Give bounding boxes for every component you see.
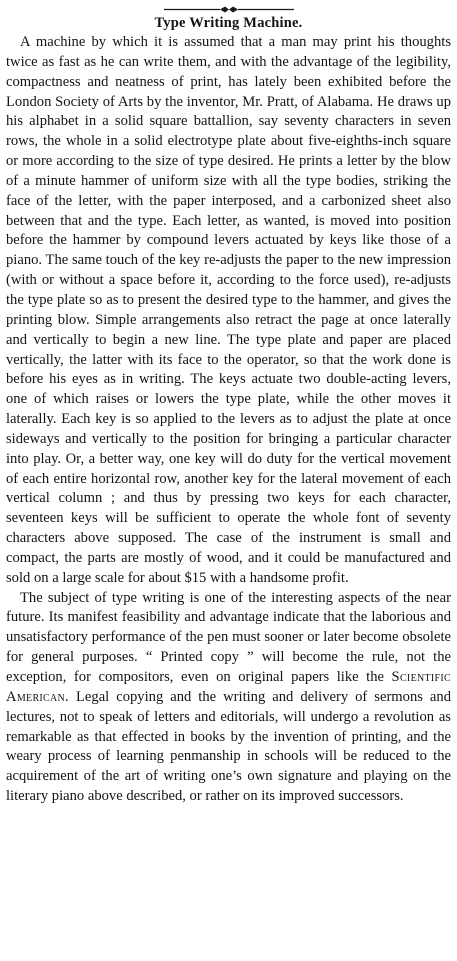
paragraph-2-text-end: Legal copying and the writing and delivery of sermons and lectures, not to speak of letters and editorials, will undergo a revolution as remarkable as that effected in books by the invention of printing, and the weary process of learning penmanship in schools will be reduced to the acquirement of the art of writing one’s own signature and playing on the literary piano above described, or rather on its improved successors. [6, 688, 451, 805]
article-paragraph-1: A machine by which it is assumed that a man may print his thoughts twice as fast as he can write them, and with the advantage of the legibility, compactness and neatness of print, has lately been exhibited before the London Society of Arts by the inventor, Mr. Pratt, of Alabama. He draws up his alphabet in a solid square battallion, say seventy characters in seven rows, the whole in a solid electrotype plate about five-eighths-inch square or more according to the size of type desired. He prints a letter by the blow of a minute hammer of uniform size with all the type bodies, striking the face of the letter, with the paper interposed, and a carbonized sheet also between that and the type. Each letter, as wanted, is moved into position before the hammer by compound levers actuated by keys like those of a piano. The same touch of the key re-adjusts the paper to the new impression (with or without a space before it, according to the force used), re-adjusts the type plate so as to present the desired type to the hammer, and gives the printing blow. Simple arrangements also retract the page at once laterally and vertically to begin a new line. The type plate and paper are placed vertically, the latter with its face to the operator, so that the work done is before his eyes as in writing. The keys actuate two double-acting levers, one of which raises or lowers the type plate, while the other moves it laterally. Each key is so applied to the levers as to adjust the plate at once sideways and vertically to the position for bringing a particular character into play. Or, a better way, one key will do duty for the vertical movement of each entire horizontal row, another key for the lateral movement of each vertical column ; and thus by pressing two keys for each character, seventeen keys will be sufficient to operate the whole font of seventy characters above supposed. The case of the instrument is small and compact, the parts are mostly of wood, and it could be manufactured and sold on a large scale for about $15 with a handsome profit. [6, 34, 451, 586]
publication-name: Scientific American. [6, 669, 451, 705]
article-paragraph-2 [6, 589, 451, 807]
article-title: Type Writing Machine. [154, 15, 303, 31]
ornament-rule-icon [164, 6, 294, 13]
title-ornament [6, 6, 451, 13]
paragraph-2-text-start: The subject of type writing is one of the interesting aspects of the near future. Its manifest feasibility and advantage indicate that the laborious and unsatisfactory performance of the pen must sooner or later become obsolete for general purposes. “ Printed copy ” will become the rule, not the exception, for compositors, even on original papers like the [6, 589, 451, 685]
